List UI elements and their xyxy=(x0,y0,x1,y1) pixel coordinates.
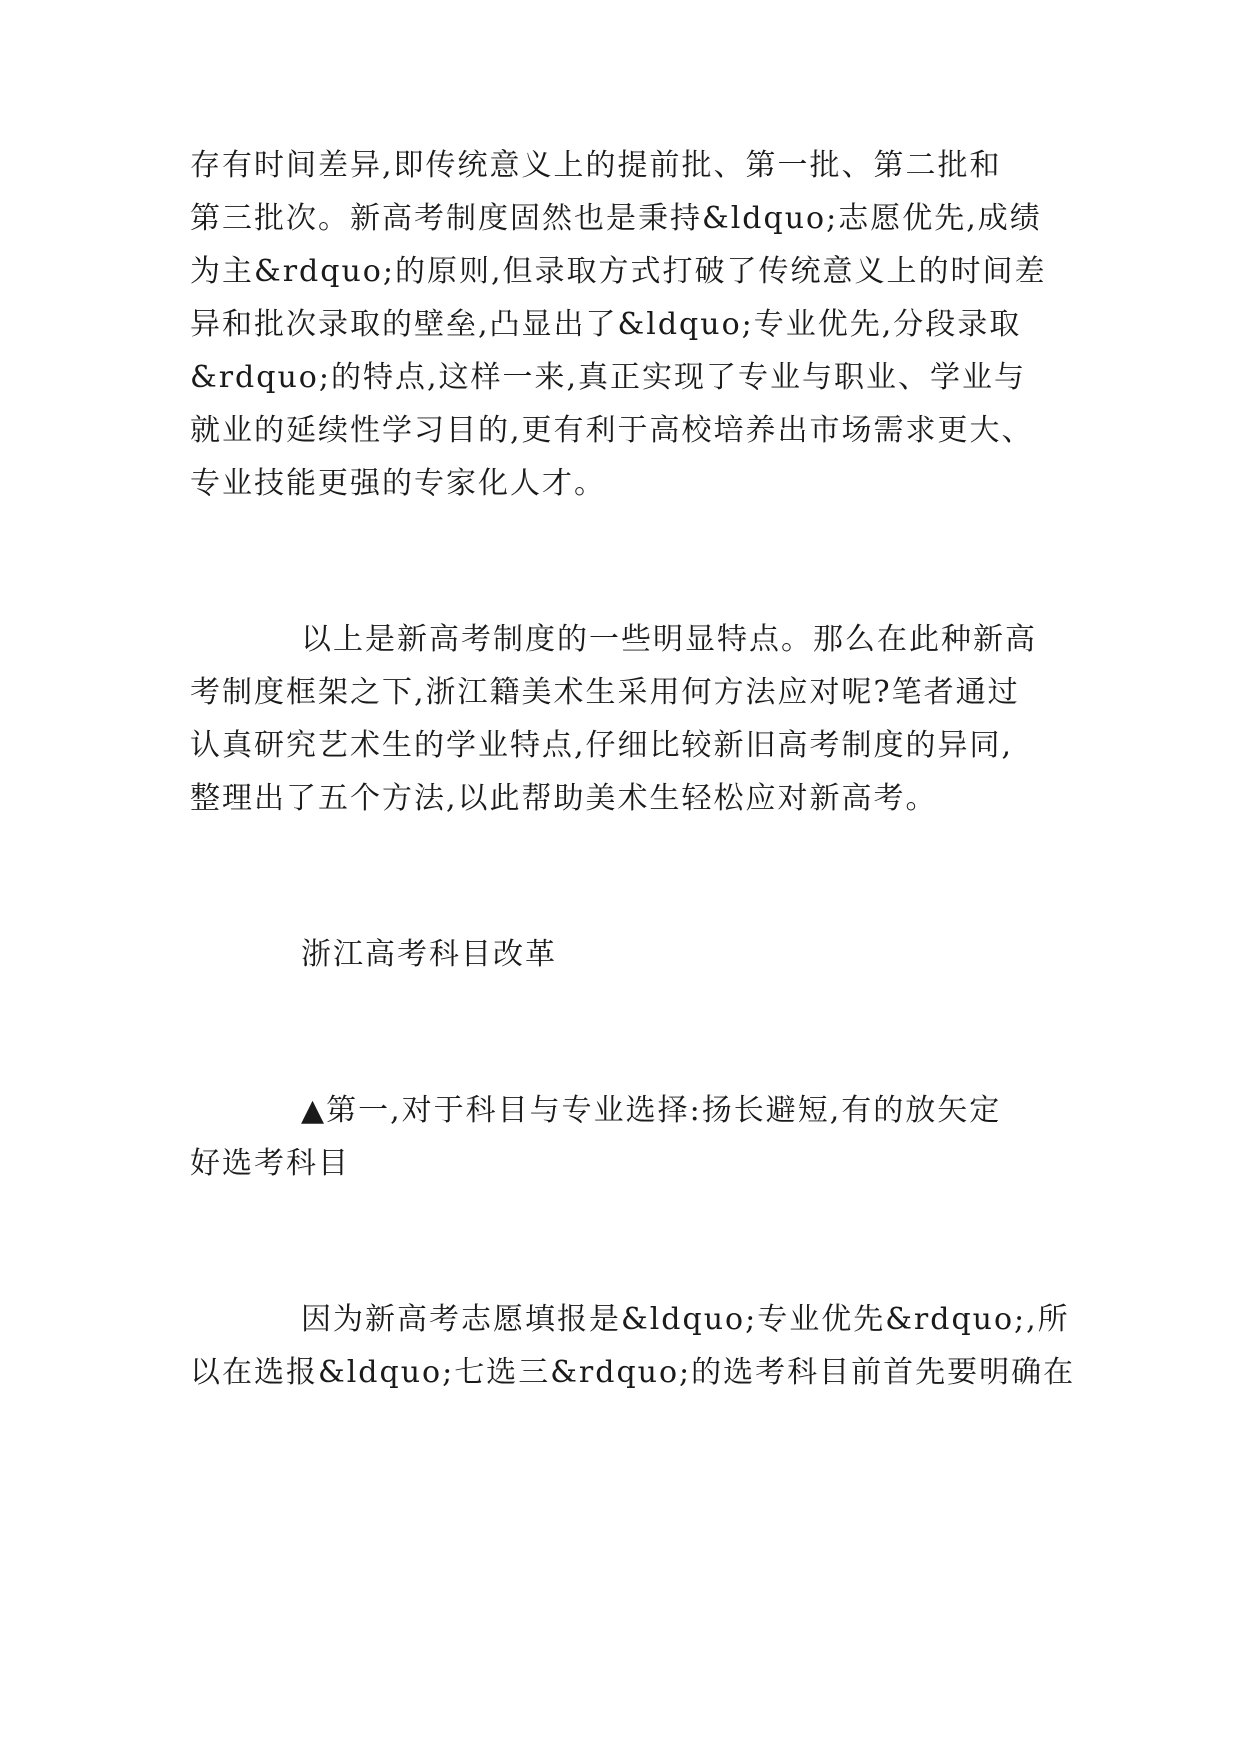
text-line: 就业的延续性学习目的,更有利于高校培养出市场需求更大、 xyxy=(190,413,1034,448)
text-line: 整理出了五个方法,以此帮助美术生轻松应对新高考。 xyxy=(190,781,938,816)
text-line: 考制度框架之下,浙江籍美术生采用何方法应对呢?笔者通过 xyxy=(190,675,1020,710)
text-line: ▲第一,对于科目与专业选择:扬长避短,有的放矢定 xyxy=(301,1093,1002,1128)
text-line: 存有时间差异,即传统意义上的提前批、第一批、第二批和 xyxy=(190,148,1002,183)
section-heading: 浙江高考科目改革 xyxy=(301,937,557,972)
text-line: 因为新高考志愿填报是&ldquo;专业优先&rdquo;,所 xyxy=(301,1302,1070,1337)
text-line: &rdquo;的特点,这样一来,真正实现了专业与职业、学业与 xyxy=(190,360,1027,395)
text-line: 以在选报&ldquo;七选三&rdquo;的选考科目前首先要明确在 xyxy=(190,1355,1076,1390)
text-line: 以上是新高考制度的一些明显特点。那么在此种新高 xyxy=(301,622,1037,657)
text-line: 认真研究艺术生的学业特点,仔细比较新旧高考制度的异同, xyxy=(190,728,1014,763)
text-line: 专业技能更强的专家化人才。 xyxy=(190,466,606,501)
text-line: 异和批次录取的壁垒,凸显出了&ldquo;专业优先,分段录取 xyxy=(190,307,1022,342)
text-line: 为主&rdquo;的原则,但录取方式打破了传统意义上的时间差 xyxy=(190,254,1047,289)
text-line: 好选考科目 xyxy=(190,1146,350,1181)
text-line: 第三批次。新高考制度固然也是秉持&ldquo;志愿优先,成绩 xyxy=(190,201,1042,236)
